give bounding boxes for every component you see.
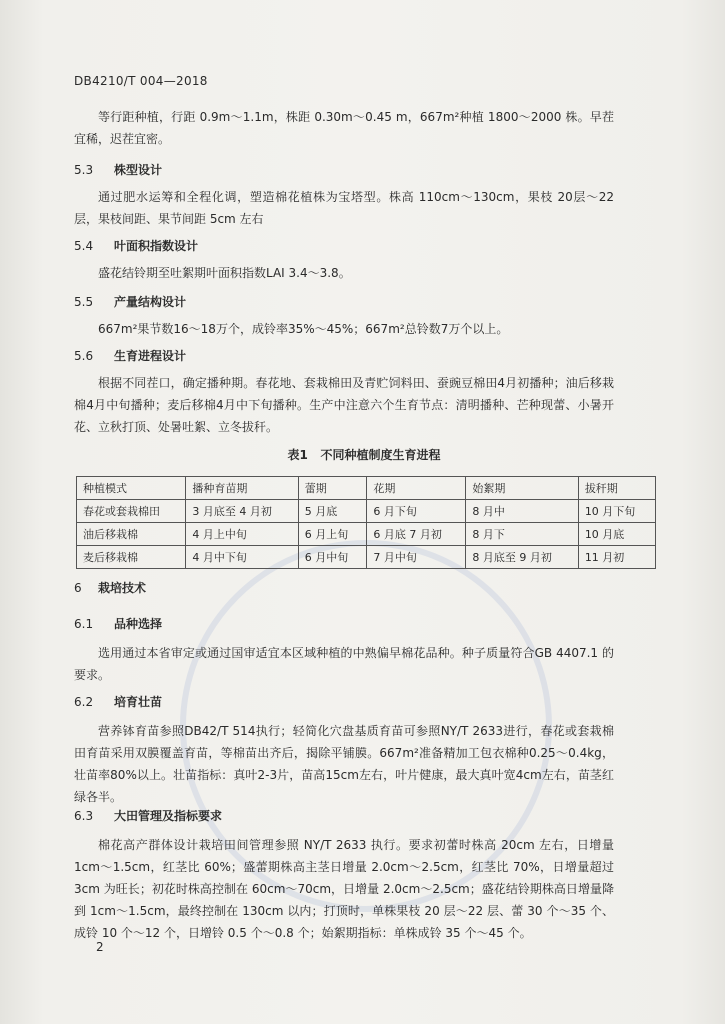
table-cell: 麦后移栽棉 <box>77 546 186 569</box>
section-6-1 <box>74 614 614 686</box>
section-text: 667m²果节数16～18万个，成铃率35%～45%；667m²总铃数7万个以上。 <box>98 322 509 336</box>
section-heading: 5.5 产量结构设计 <box>74 295 187 309</box>
table-cell: 春花或套栽棉田 <box>77 500 186 523</box>
table-header-cell: 拔秆期 <box>578 477 655 500</box>
intro-block <box>74 106 614 150</box>
table-cell: 11 月初 <box>578 546 655 569</box>
section-6-3 <box>74 806 614 944</box>
table-cell: 4 月中下旬 <box>186 546 298 569</box>
table-row <box>77 546 656 569</box>
table-header-cell: 花期 <box>367 477 466 500</box>
table-cell: 6 月下旬 <box>367 500 466 523</box>
table-cell: 8 月中 <box>466 500 578 523</box>
table-header-cell: 种植模式 <box>77 477 186 500</box>
table-row <box>77 500 656 523</box>
table-cell: 7 月中旬 <box>367 546 466 569</box>
table-cell: 6 月中旬 <box>298 546 367 569</box>
section-text: 选用通过本省审定或通过国审适宜本区域种植的中熟偏早棉花品种。种子质量符合GB 4407.1 的要求。 <box>74 646 614 682</box>
table-cell: 4 月上中旬 <box>186 523 298 546</box>
document-code: DB4210/T 004—2018 <box>74 74 208 88</box>
section-heading: 5.4 叶面积指数设计 <box>74 239 199 253</box>
section-text: 营养钵育苗参照DB42/T 514执行；轻简化穴盘基质育苗可参照NY/T 2633进行，春花或套栽棉田育苗采用双膜覆盖育苗，等棉苗出齐后，揭除平铺膜。667m²准备精加工包衣棉种0.25～0.4kg，壮苗率80%以上。壮苗指标：真叶2-3片，苗高15cm左右，叶片健康，最大真叶宽4cm左右，苗茎红绿各半。 <box>74 724 614 804</box>
section-text: 盛花结铃期至吐絮期叶面积指数LAI 3.4～3.8。 <box>98 266 351 280</box>
chapter-6-heading: 6 栽培技术 <box>74 581 147 595</box>
table-header-cell: 蕾期 <box>298 477 367 500</box>
section-5-4 <box>74 236 614 284</box>
section-6-2 <box>74 692 614 808</box>
section-text: 根据不同茬口，确定播种期。春花地、套栽棉田及青贮饲料田、蚕豌豆棉田4月初播种；油后移栽棉4月中旬播种；麦后移棉4月中下旬播种。生产中注意六个生育节点：清明播种、芒种现蕾、小暑开花、立秋打顶、处暑吐絮、立冬拔秆。 <box>74 376 614 434</box>
page-number: 2 <box>96 940 104 954</box>
table-header-row <box>77 477 656 500</box>
section-5-5 <box>74 292 614 340</box>
section-heading: 6.2 培育壮苗 <box>74 695 163 709</box>
table-cell: 5 月底 <box>298 500 367 523</box>
section-text: 棉花高产群体设计栽培田间管理参照 NY/T 2633 执行。要求初蕾时株高 20cm 左右，日增量 1cm～1.5cm，红茎比 60%；盛蕾期株高主茎日增量 2.0cm～2.5cm，红茎比 70%，日增量超过 3cm 为旺长；初花时株高控制在 60cm～70cm，日增量 2.0cm～2.5cm；盛花结铃期株高日增量降到 1cm～1.5cm，最终控制在 130cm 以内；打顶时，单株果枝 20 层～22 层、蕾 30 个～35 个、成铃 10 个～12 个，日增铃 0.5 个～0.8 个；始絮期指标：单株成铃 35 个～45 个。 <box>74 838 614 940</box>
section-heading: 5.6 生育进程设计 <box>74 349 187 363</box>
table-header-cell: 始絮期 <box>466 477 578 500</box>
section-heading: 6.1 品种选择 <box>74 617 163 631</box>
intro-paragraph: 等行距种植，行距 0.9m～1.1m，株距 0.30m～0.45 m，667m²种植 1800～2000 株。早茬宜稀，迟茬宜密。 <box>74 110 614 146</box>
growth-stage-table <box>76 476 656 569</box>
table-cell: 6 月底 7 月初 <box>367 523 466 546</box>
table-row <box>77 523 656 546</box>
section-5-6 <box>74 346 614 438</box>
section-heading: 5.3 株型设计 <box>74 163 163 177</box>
section-5-3 <box>74 160 614 230</box>
section-text: 通过肥水运筹和全程化调，塑造棉花植株为宝塔型。株高 110cm～130cm，果枝 20层～22 层，果枝间距、果节间距 5cm 左右 <box>74 190 614 226</box>
table-cell: 油后移栽棉 <box>77 523 186 546</box>
table-cell: 10 月底 <box>578 523 655 546</box>
section-heading: 6.3 大田管理及指标要求 <box>74 809 223 823</box>
table-cell: 6 月上旬 <box>298 523 367 546</box>
table-cell: 3 月底至 4 月初 <box>186 500 298 523</box>
table-cell: 10 月下旬 <box>578 500 655 523</box>
table-header-cell: 播种育苗期 <box>186 477 298 500</box>
table-cell: 8 月下 <box>466 523 578 546</box>
table-caption: 表1 不同种植制度生育进程 <box>287 448 441 462</box>
table-cell: 8 月底至 9 月初 <box>466 546 578 569</box>
